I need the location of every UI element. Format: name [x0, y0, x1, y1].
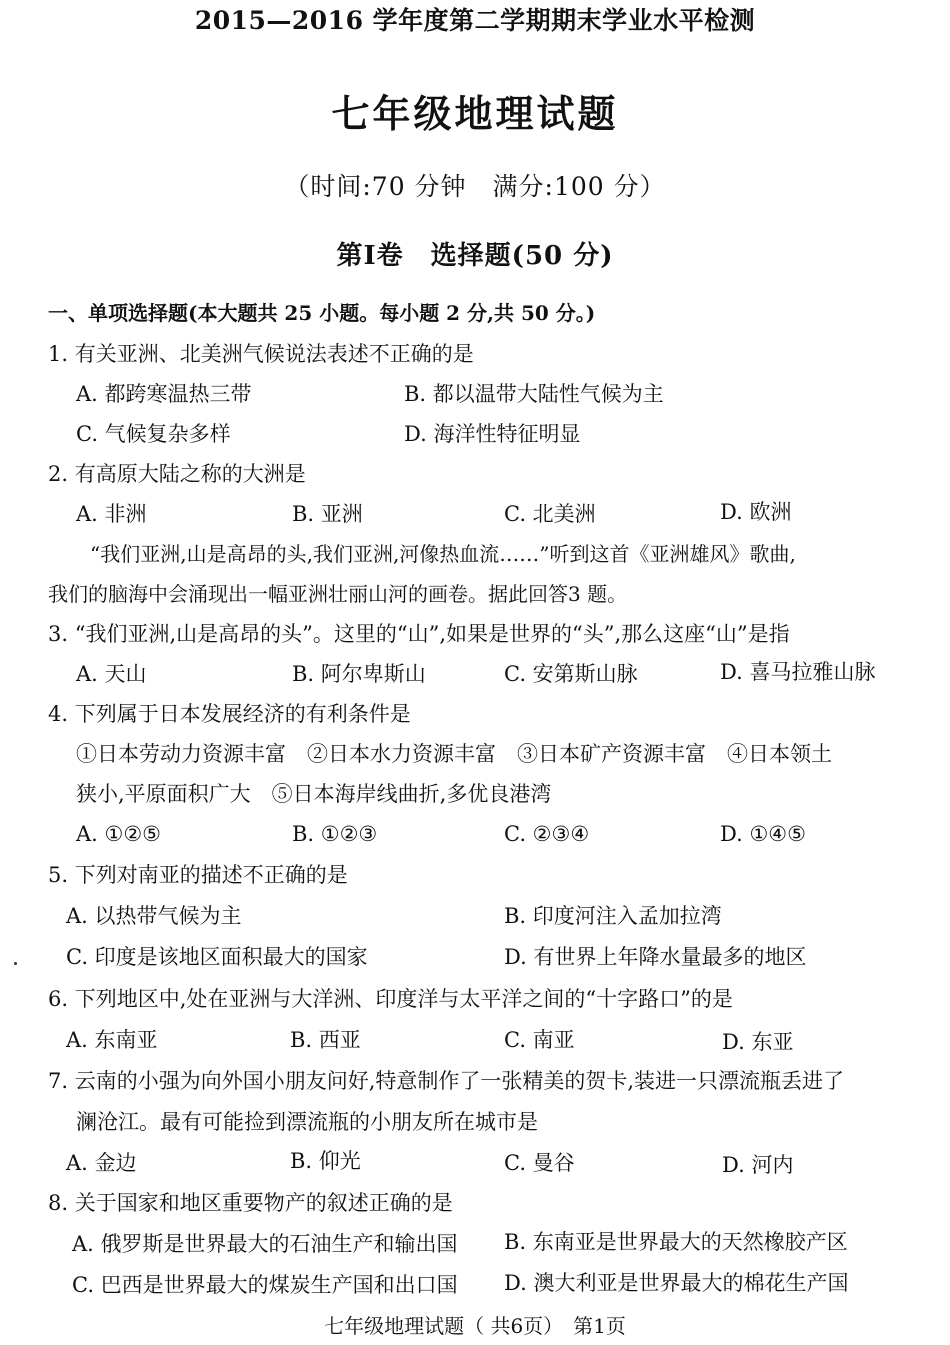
option-d: D. 喜马拉雅山脉	[720, 660, 876, 684]
question-stem: 1. 有关亚洲、北美洲气候说法表述不正确的是	[48, 342, 474, 366]
option-c: C. 安第斯山脉	[504, 662, 638, 686]
option-c: C. ②③④	[504, 822, 590, 846]
question-stem: 8. 关于国家和地区重要物产的叙述正确的是	[48, 1191, 453, 1215]
option-d: D. 河内	[722, 1153, 794, 1177]
option-a: A. 非洲	[76, 502, 147, 526]
option-d: D. 海洋性特征明显	[404, 422, 581, 446]
question-stem: 7. 云南的小强为向外国小朋友问好,特意制作了一张精美的贺卡,装进一只漂流瓶丢进了	[48, 1069, 845, 1093]
exam-header: 2015—2016 学年度第二学期期末学业水平检测	[194, 6, 756, 35]
option-a: A. 金边	[66, 1151, 137, 1175]
option-c: C. 南亚	[504, 1028, 575, 1052]
section-heading: 一、单项选择题(本大题共 25 小题。每小题 2 分,共 50 分。)	[48, 301, 596, 325]
option-b: B. 阿尔卑斯山	[292, 662, 426, 686]
question-stem: 4. 下列属于日本发展经济的有利条件是	[48, 702, 411, 726]
option-b: B. ①②③	[292, 822, 378, 846]
exam-time-score: （时间:70 分钟 满分:100 分）	[284, 172, 666, 201]
question-stem-line: 狭小,平原面积广大 ⑤日本海岸线曲折,多优良港湾	[76, 782, 552, 806]
question-stem: 2. 有高原大陆之称的大洲是	[48, 462, 306, 486]
passage-line: 我们的脑海中会涌现出一幅亚洲壮丽山河的画卷。据此回答3 题。	[48, 582, 628, 606]
option-a: A. 东南亚	[66, 1028, 158, 1052]
option-c: C. 巴西是世界最大的煤炭生产国和出口国	[72, 1273, 458, 1297]
option-d: D. ①④⑤	[720, 822, 806, 846]
page-footer: 七年级地理试题（ 共6页） 第1页	[324, 1314, 626, 1338]
option-b: B. 西亚	[290, 1028, 361, 1052]
exam-title: 七年级地理试题	[331, 91, 619, 136]
option-d: D. 澳大利亚是世界最大的棉花生产国	[504, 1271, 849, 1295]
question-stem: 3. “我们亚洲,山是高昂的头”。这里的“山”,如果是世界的“头”,那么这座“山”是指	[48, 622, 790, 646]
option-a: A. 以热带气候为主	[66, 904, 242, 928]
option-d: D. 东亚	[722, 1030, 794, 1054]
option-c: C. 气候复杂多样	[76, 422, 231, 446]
part-heading: 第Ⅰ卷 选择题(50 分)	[336, 241, 614, 271]
option-d: D. 欧洲	[720, 500, 792, 524]
option-b: B. 东南亚是世界最大的天然橡胶产区	[504, 1230, 848, 1254]
passage-line: “我们亚洲,山是高昂的头,我们亚洲,河像热血流……”听到这首《亚洲雄风》歌曲,	[90, 542, 796, 566]
option-a: A. 天山	[76, 662, 147, 686]
scan-speck	[14, 962, 17, 965]
option-c: C. 北美洲	[504, 502, 596, 526]
question-stem: 6. 下列地区中,处在亚洲与大洋洲、印度洋与太平洋之间的“十字路口”的是	[48, 987, 733, 1011]
option-b: B. 印度河注入孟加拉湾	[504, 904, 722, 928]
question-stem-line: ①日本劳动力资源丰富 ②日本水力资源丰富 ③日本矿产资源丰富 ④日本领土	[76, 742, 832, 766]
option-c: C. 曼谷	[504, 1151, 575, 1175]
option-a: A. 都跨寒温热三带	[76, 382, 252, 406]
option-d: D. 有世界上年降水量最多的地区	[504, 945, 807, 969]
question-stem-line: 澜沧江。最有可能捡到漂流瓶的小朋友所在城市是	[76, 1110, 538, 1134]
option-b: B. 亚洲	[292, 502, 363, 526]
question-stem: 5. 下列对南亚的描述不正确的是	[48, 863, 348, 887]
option-c: C. 印度是该地区面积最大的国家	[66, 945, 368, 969]
option-b: B. 仰光	[290, 1149, 361, 1173]
option-a: A. 俄罗斯是世界最大的石油生产和输出国	[72, 1232, 458, 1256]
option-a: A. ①②⑤	[76, 822, 161, 846]
option-b: B. 都以温带大陆性气候为主	[404, 382, 664, 406]
